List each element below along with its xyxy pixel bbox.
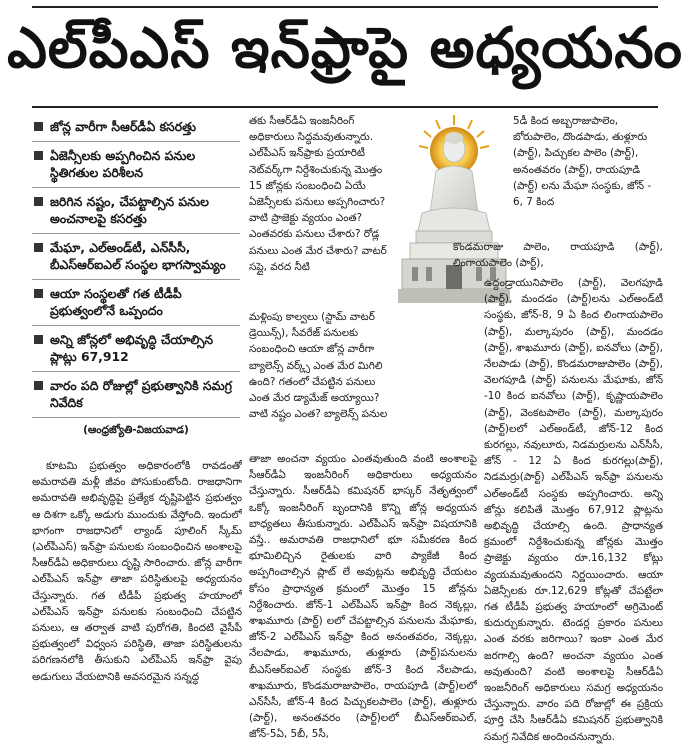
article-column-2-top bbox=[249, 113, 395, 309]
highlight-text: వారం పది రోజుల్లో ప్రభుత్వానికి సమగ్ర నివేదిక bbox=[50, 378, 232, 410]
headline: ఎల్‌పీఎస్ ఇన్‌ఫ్రాపై అధ్యయనం bbox=[7, 15, 683, 81]
highlight-text: అన్ని జోన్లలో అభివృద్ధి చేయాల్సిన ప్లాట్లు 67,912 bbox=[50, 332, 214, 364]
bullet-square-icon bbox=[34, 197, 43, 206]
article-column-3-mid bbox=[453, 239, 663, 275]
article-paragraph: 5డీ కింద అబ్బరాజుపాలెం, బోరుపాలెం, దొండపాడు, తుళ్లూరు (పార్ట్), పిచ్చుకల పాలెం (పార్ట్), అనంతవరం (పార్ట్), రాయపూడి (పార్ట్) లను మేఘా సంస్థకు, జోన్ - 6, 7 కింద bbox=[513, 115, 652, 209]
article-paragraph: తకు సీఆర్‌డీఏ ఇంజనీరింగ్ అధికారులు సిద్ధమవుతున్నారు. ఎల్‌పీఎస్ ఇన్‌ఫ్రాకు ప్రయారిటీ నెట్‌వర్క్‌గా నిర్దేశించుకున్న మొత్తం 15 జోన్లకు సంబంధించి ఏయే ఏజెన్సీలకు పనులు అప్పగించారు? వాటి ప్రాజెక్టు వ్యయం ఎంత? ఎంతవరకు పనులు చేశారు? రోడ్ల పనులు ఎంత మేర చేశారు? వాటర్ సప్లై, వరద నీటి bbox=[249, 115, 387, 273]
article-column-2-narrow bbox=[249, 309, 395, 451]
article-paragraph: తాజా అంచనా వ్యయం ఎంతవుతుంది వంటి అంశాలపై సీఆర్‌డీఏ ఇంజనీరింగ్ అధికారులు అధ్యయనం చేస్తున్నారు. సీఆర్‌డీఏ కమిషనర్ భాస్కర్ నేతృత్వంలో ఒక్కో ఇంజనీరింగ్ బృందానికి కొన్ని జోన్ల అధ్యయన బాధ్యతలు తీసుకున్నారు. ఎల్‌పీఎస్ ఇన్‌ఫ్రా విషయానికి వస్తే.. అమరావతి రాజధానిలో భూ సమీకరణ కింద భూమిలిచ్చిన రైతులకు వారి ప్యాకేజీ కింద అప్పగించాల్సిన ప్లాట్ లే అవుట్లను అభివృద్ధి చేయటం కోసం ప్రాధాన్యత క్రమంలో మొత్తం 15 జోన్లను నిర్దేశించారు. జోన్-1 ఎల్‌పీఎస్ ఇన్‌ఫ్రా కింద నెక్కల్లు, శాఖమూరు (పార్ట్) లలో చేపట్టాల్సిన పనులను మేఘాకు, జోన్-2 ఎల్‌పీఎస్ ఇన్‌ఫ్రా కింద అనంతవరం, నెక్కల్లు, నేలపాడు, శాఖమూరు, తుళ్లూరు (పార్ట్)పనులను బీఎస్‌ఆర్‌ఐఎల్ సంస్థకు జోన్-3 కింద నేలపాడు, శాఖమూరు, కొండమరాజుపాలెం, రాయపూడి (పార్ట్)లలో ఎన్‌సీసీ, జోన్-4 కింద పిచ్చుకలపాలెం (పార్ట్), తుళ్లూరు (పార్ట్), అనంతవరం (పార్ట్)లలో బీఎస్‌ఆర్‌ఐఎల్, జోన్-5ఏ, 5బీ, 5సీ, bbox=[249, 453, 477, 741]
bullet-square-icon bbox=[34, 151, 43, 160]
highlight-text: మేఘా, ఎల్‌అండ్‌టీ, ఎన్‌సీసీ, బీఎస్‌ఆర్‌ఐఎల్ సంస్థల భాగస్వామ్యం bbox=[50, 240, 226, 272]
highlight-item bbox=[32, 113, 240, 142]
article-column-3 bbox=[484, 275, 663, 750]
bullet-square-icon bbox=[34, 243, 43, 252]
bullet-square-icon bbox=[34, 381, 43, 390]
highlight-item bbox=[32, 280, 240, 326]
article-paragraph: ఉద్దండ్రాయునిపాలెం (పార్ట్), వెలగపూడి (పార్ట్), మందడం (పార్ట్)లను ఎల్‌అండ్‌టీ సంస్థకు, జోన్-8, 9 ఏ కింద లింగాయపాలెం (పార్ట్), మల్కాపురం (పార్ట్), మందడం (పార్ట్), శాఖమూరు (పార్ట్), ఐనవోలు (పార్ట్), నేలపాడు (పార్ట్), కొండమరాజుపాలెం (పార్ట్), వెలగపూడి (పార్ట్) పనులను మేఘాకు, జోన్ -10 కింద ఐనవోలు (పార్ట్), కృష్ణాయపాలెం (పార్ట్), వెంకటపాలెం (పార్ట్), మల్కాపురం (పార్ట్)లలో ఎల్‌అండ్‌టీ, జోన్-12 కింద కురగల్లు, నవులూరు, నిడమర్రులను ఎన్‌సీసీ, జోన్ - 12 ఏ కింద కురగల్లు(పార్ట్), నిడమర్రు(పార్ట్) ఎల్‌పీఎస్ ఇన్‌ఫ్రా పనులను ఎల్‌అండ్‌టీ సంస్థకు అప్పగించారు. అన్ని జోన్లు కలిపితే మొత్తం 67,912 ప్లాట్లను అభివృద్ధి చేయాల్సి ఉంది. ప్రాధాన్యత క్రమంలో నిర్దేశించుకున్న జోన్లకు మొత్తం ప్రాజెక్టు వ్యయం రూ.16,132 కోట్లు వ్యయమవుతుందని నిర్ణయించారు. ఆయా ఏజెన్సీలకు రూ.12,629 కోట్లతో చేపట్టేలా గత టీడీపీ ప్రభుత్వ హయాంలో అగ్రిమెంట్ కుదుర్చుకున్నారు. టెండర్ల ప్రకారం పనులు ఎంత వరకు జరిగాయి? ఇంకా ఎంత మేర జరగాల్సి ఉంది? అంచనా వ్యయం ఎంత అవుతుంది? వంటి అంశాలపై సీఆర్‌డీఏ ఇంజనీరింగ్ అధికారులు సమగ్ర అధ్యయనం చేస్తున్నారు. వారం పది రోజుల్లో ఈ ప్రక్రియ పూర్తి చేసి సీఆర్‌డీఏ కమిషనర్ ప్రభుత్వానికి సమగ్ర నివేదిక అందించనున్నారు. bbox=[484, 277, 663, 743]
article-column-1 bbox=[32, 458, 242, 750]
bullet-square-icon bbox=[34, 335, 43, 344]
highlight-text: ఆయా సంస్థలతో గత టీడీపీ ప్రభుత్వంలోనే ఒప్పందం bbox=[50, 286, 182, 318]
highlight-text: జోన్ల వారీగా సీఆర్‌డీఏ కసరత్తు bbox=[50, 119, 197, 134]
article-paragraph: కూటమి ప్రభుత్వం అధికారంలోకి రావడంతో అమరావతి మళ్లీ జీవం పోసుకుంటోంది. రాజధానిగా అమరావతి అభివృద్ధిపై ప్రత్యేక దృష్టిపెట్టిన ప్రభుత్వం ఆ దిశగా ఒక్కో అడుగు ముందుకు వేస్తోంది. ఇందులో భాగంగా రాజధానిలో ల్యాండ్ పూలింగ్ స్కీమ్ (ఎల్‌పీఎస్) ఇన్‌ఫ్రా పనులకు సంబంధించిన అంశాలపై సీఆర్‌డీఏ అధికారులు దృష్టి సారించారు. జోన్ల వారీగా ఎల్‌పీఎస్ ఇన్‌ఫ్రా తాజా పరిస్థితులపై అధ్యయనం చేస్తున్నారు. గత టీడీపీ ప్రభుత్వ హయాంలో ఎల్‌పీఎస్ ఇన్‌ఫ్రా పనులకు సంబంధించి చేపట్టిన పనులు, ఆ తర్వాత వాటి పురోగతి, కిందటి వైసీపీ ప్రభుత్వంలో విధ్వంస పరిస్థితి, తాజా పరిస్థితులను పరిగణనలోకి తీసుకుని ఎల్‌పీఎస్ ఇన్‌ఫ్రా వైపు అడుగులు వేయటానికి అవసరమైన సన్నద్ధ bbox=[32, 460, 242, 683]
article-column-3-top bbox=[513, 113, 663, 239]
highlight-item bbox=[32, 142, 240, 188]
bullet-square-icon bbox=[34, 122, 43, 131]
headline-rule bbox=[32, 106, 658, 108]
highlight-text: ఏజెన్సీలకు అప్పగించిన పనుల స్థితిగతుల పరిశీలన bbox=[50, 148, 196, 180]
highlight-item bbox=[32, 372, 240, 418]
article-column-2-bottom bbox=[249, 451, 477, 750]
highlight-text: జరిగిన నష్టం, చేపట్టాల్సిన పనుల అంచనాలపై కసరత్తు bbox=[50, 194, 209, 226]
byline: (ఆంధ్రజ్యోతి-విజయవాడ) bbox=[83, 424, 189, 436]
bullet-square-icon bbox=[34, 289, 43, 298]
highlights-box bbox=[32, 113, 240, 439]
article-paragraph: మళ్లింపు కాల్వలు (స్టామ్ వాటర్ డ్రెయిన్స్), సీవరేజ్ పనులకు సంబంధించి ఆయా జోన్ల వారీగా బ్యాలెన్స్ వర్క్స్ ఎంత మేర మిగిలి ఉంది? గతంలో చేపట్టిన పనులు ఎంత మేర డ్యామేజ్ అయ్యాయి? వాటి నష్టం ఎంత? బ్యాలెన్స్ పనుల bbox=[249, 311, 388, 421]
highlight-item bbox=[32, 234, 240, 280]
highlight-item bbox=[32, 326, 240, 372]
article-paragraph: కొండమరాజు పాలెం, రాయపూడి (పార్ట్), లింగాయపాలెం (పార్ట్), bbox=[453, 241, 663, 270]
highlight-item bbox=[32, 188, 240, 234]
